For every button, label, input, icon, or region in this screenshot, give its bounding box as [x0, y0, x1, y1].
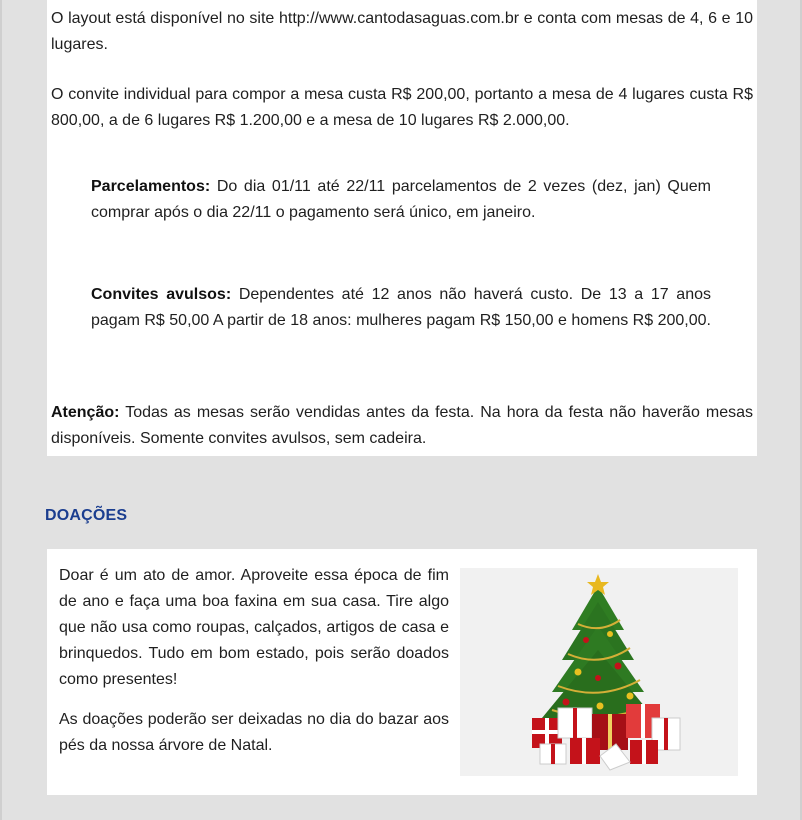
- page-edge-left: [0, 0, 2, 820]
- doacoes-text: [59, 563, 449, 759]
- parcelamentos-paragraph: [91, 174, 711, 226]
- doacoes-panel: [47, 549, 757, 795]
- price-paragraph: O convite individual para compor a mesa custa R$ 200,00, portanto a mesa de 4 lugares custa R$ 800,00, a de 6 lugares R$ 1.200,00 e a mesa de 10 lugares R$ 2.000,00.: [51, 86, 753, 129]
- layout-paragraph: O layout está disponível no site http://www.cantodasaguas.com.br e conta com mesas de 4, 6 e 10 lugares.: [51, 10, 753, 53]
- info-panel: [47, 0, 757, 456]
- doacoes-heading: DOAÇÕES: [45, 507, 128, 524]
- atencao-paragraph: [51, 400, 753, 452]
- convites-paragraph: [91, 282, 711, 334]
- christmas-tree-icon: [460, 568, 738, 776]
- christmas-tree-image: [460, 568, 738, 776]
- convites-label: Convites avulsos:: [91, 286, 232, 303]
- doacoes-paragraph-2: As doações poderão ser deixadas no dia do bazar aos pés da nossa árvore de Natal.: [59, 711, 449, 754]
- parcelamentos-label: Parcelamentos:: [91, 178, 211, 195]
- atencao-text: Todas as mesas serão vendidas antes da festa. Na hora da festa não haverão mesas disponíveis. Somente convites avulsos, sem cadeira.: [51, 404, 753, 447]
- parcelamentos-text: Do dia 01/11 até 22/11 parcelamentos de 2 vezes (dez, jan) Quem comprar após o dia 22/11 o pagamento será único, em janeiro.: [91, 178, 711, 221]
- convites-text: Dependentes até 12 anos não haverá custo. De 13 a 17 anos pagam R$ 50,00 A partir de 18 anos: mulheres pagam R$ 150,00 e homens R$ 200,00.: [91, 286, 711, 329]
- atencao-label: Atenção:: [51, 404, 120, 421]
- doacoes-paragraph-1: Doar é um ato de amor. Aproveite essa época de fim de ano e faça uma boa faxina em sua casa. Tire algo que não usa como roupas, calçados, artigos de casa e brinquedos. Tudo em bom estado, pois serão doados como presentes!: [59, 567, 449, 688]
